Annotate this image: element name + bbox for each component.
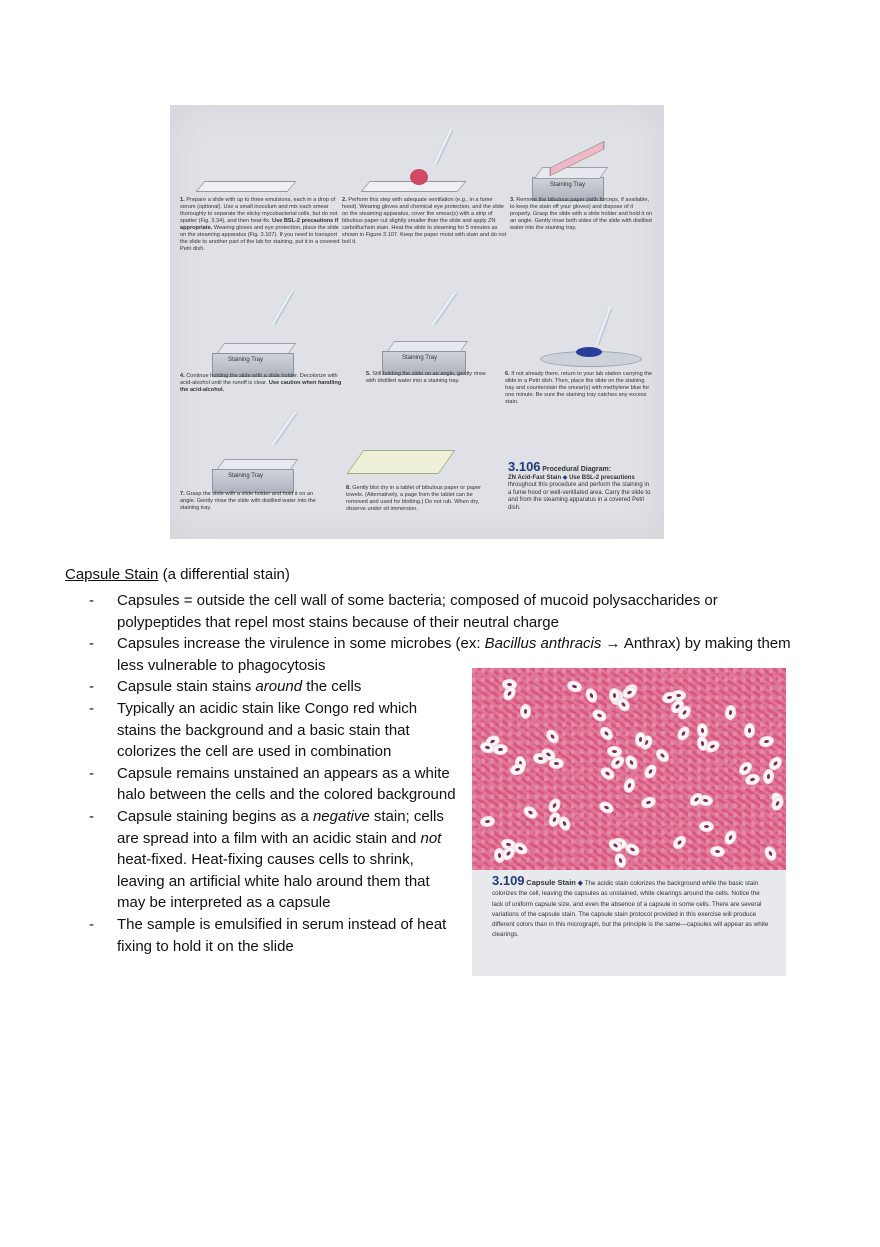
dropper-illustration xyxy=(430,291,457,327)
bullet-text: around xyxy=(255,678,303,696)
bullet-text: Bacillus anthracis xyxy=(484,635,602,653)
bullet-text: Capsules increase the virulence in some microbes (ex: xyxy=(117,635,485,653)
dropper-illustration xyxy=(270,411,297,447)
capsule-halo xyxy=(520,704,531,719)
stain-drop-illustration xyxy=(410,169,428,185)
capsule-halo xyxy=(613,852,629,870)
capsule-halo xyxy=(556,814,572,832)
bullet-text: negative xyxy=(312,807,370,825)
step-2: 2. Perform this step with adequate ventilation (e.g., in a fume hood). Wearing gloves and chemical eye protection, and the slide on the steaming apparatus, cover the smear(s) with a strip of bibulous paper cut slightly smaller than the slide and apply ZN carbolfuchsin stain. Heat the slide to steaming for 5 minutes as shown in Figure 3.107. Keep the paper moist with stain and do not boil it. xyxy=(342,197,507,245)
bullet-item xyxy=(65,590,805,633)
figure-caption-3-106: 3.106 Procedural Diagram: ZN Acid-Fast Stain ◆ Use BSL-2 precautions throughout this procedure and perform the staining in a fume hood or well-ventilated area. Carry the slide to and from the steaming apparatus in a covered Petri dish. xyxy=(508,459,651,511)
bullet-item xyxy=(65,806,457,914)
capsule-halo xyxy=(758,735,775,749)
capsule-stain-figure xyxy=(472,668,786,976)
tray-label: Staining Tray xyxy=(402,355,438,361)
bullet-text: heat-fixed. Heat-fixing causes cells to shrink, leaving an artificial white halo around them that may be interpreted as a capsule xyxy=(117,851,430,912)
capsule-halo xyxy=(699,821,714,832)
blue-stain-illustration xyxy=(576,347,602,357)
procedural-diagram-figure xyxy=(170,105,664,539)
capsule-halo xyxy=(623,753,640,771)
capsule-halo xyxy=(670,833,688,852)
step-6: 6. If not already there, return to your lab station carrying the slide in a Petri dish. Then, place the slide on the staining tray and counterstain the smear(s) with methylene blue for one minute. Be sure the staining tray catches any excess stain. xyxy=(505,371,653,405)
tray-label: Staining Tray xyxy=(228,357,264,363)
dropper-illustration xyxy=(432,128,453,166)
bullet-text: stain; cells are spread into a film with an acidic stain and xyxy=(117,807,444,847)
bullet-text: Capsule stain stains xyxy=(117,678,256,696)
bibulous-paper-illustration xyxy=(347,450,456,474)
bullet-text: → Anthrax) by making them less vulnerable to phagocytosis xyxy=(117,635,791,674)
step-5: 5. Still holding the slide on an angle, gently rinse with distilled water into a staining tray. xyxy=(366,371,486,384)
bullet-item xyxy=(65,914,457,957)
bullet-text: Capsule staining begins as a xyxy=(117,807,313,825)
capsule-halo xyxy=(642,762,659,781)
step-4: 4. Continue holding the slide with a slide holder. Decolorize with acid-alcohol until the runoff is clear. Use caution when handling the acid-alcohol. xyxy=(180,373,342,393)
capsule-halo xyxy=(622,777,637,795)
capsule-halo xyxy=(597,724,615,743)
dropper-illustration xyxy=(270,289,294,326)
capsule-halo xyxy=(597,799,615,815)
capsule-halo xyxy=(762,768,775,784)
capsule-halo xyxy=(479,815,496,828)
capsule-halo xyxy=(492,743,508,756)
step-8: 8. Gently blot dry in a tablet of bibulous paper or paper towels. (Alternatively, a page from the tablet can be removed and used for blotting.) Do not rub. When dry, observe under oil immersion. xyxy=(346,485,481,512)
capsule-halo xyxy=(743,723,755,739)
capsule-halo xyxy=(566,679,584,694)
capsule-halo xyxy=(724,704,737,720)
step-7: 7. Grasp the slide with a slide holder and hold it on an angle. Gently rinse the slide with distilled water into the staining tray. xyxy=(180,491,316,511)
step-1: 1. Prepare a slide with up to three emulsions, each in a drop of serum (optional). Use a small inoculum and mix each smear thoroughly to separate the sticky mycobacterial cells, but do not spatter (Fig. 3.34), and then heat-fix. Use BSL-2 precautions if appropriate. Wearing gloves and eye protection, place the slide on the steaming apparatus (Fig. 3.107). If you need to transport the slide to another part of the lab for staining, put it in a covered Petri dish. xyxy=(180,197,340,252)
capsule-halo xyxy=(675,724,692,742)
capsule-halo xyxy=(590,707,608,724)
capsule-halo xyxy=(544,727,562,746)
capsule-halo xyxy=(521,804,540,822)
slide-illustration xyxy=(195,181,296,192)
step-3: 3. Remove the bibulous paper (with forceps, if available, to keep the stain off your gloves) and dispose of it properly. Grasp the slide with a slide holder and hold it on an angle. Gently rinse both sides of the slide with distilled water into the staining tray. xyxy=(510,197,652,231)
bullet-text: Capsules = outside the cell wall of some bacteria; composed of mucoid polysaccharides or polypeptides that repel most stains because of their neutral charge xyxy=(117,592,718,631)
capsule-halo xyxy=(653,746,671,764)
staining-tray-top xyxy=(534,167,608,179)
capsule-halo xyxy=(623,841,642,858)
section-title: Capsule Stain (a differential stain) xyxy=(65,566,290,583)
bullet-text: Capsule remains unstained an appears as a white halo between the cells and the colored background xyxy=(117,764,456,804)
capsule-halo xyxy=(722,828,738,846)
capsule-halo xyxy=(687,790,706,808)
tray-label: Staining Tray xyxy=(228,473,264,479)
bullet-text: the cells xyxy=(302,678,362,696)
bullet-item xyxy=(65,698,457,763)
bullet-item xyxy=(65,763,457,806)
tray-label: Staining Tray xyxy=(550,182,586,188)
capsule-halo xyxy=(709,845,725,858)
figure-caption-3-109: 3.109 Capsule Stain ◆ The acidic stain colorizes the background while the basic stain colorizes the cell, leaving the capsules as unstained, white clearings around the cells. Notice the lack of uniform capsule size, and even the absence of a capsule in some cells. There are several variations of the capsule stain. The capsule stain protocol provided in this exercise will produce different colors than in this micrograph, but the principle is the same—capsules will appear as white clearings. xyxy=(492,873,769,939)
dropper-illustration xyxy=(594,307,612,346)
capsule-halo xyxy=(762,844,778,862)
capsule-halo xyxy=(584,686,600,704)
bullet-text: The sample is emulsified in serum instead of heat fixing to hold it on the slide xyxy=(117,915,447,955)
capsule-stain-micrograph xyxy=(472,668,786,870)
capsule-halo xyxy=(640,795,658,810)
bullet-text: not xyxy=(420,829,442,847)
bullet-text: Typically an acidic stain like Congo red which stains the background and a basic stain that colorizes the cell are used in combination xyxy=(117,699,418,761)
